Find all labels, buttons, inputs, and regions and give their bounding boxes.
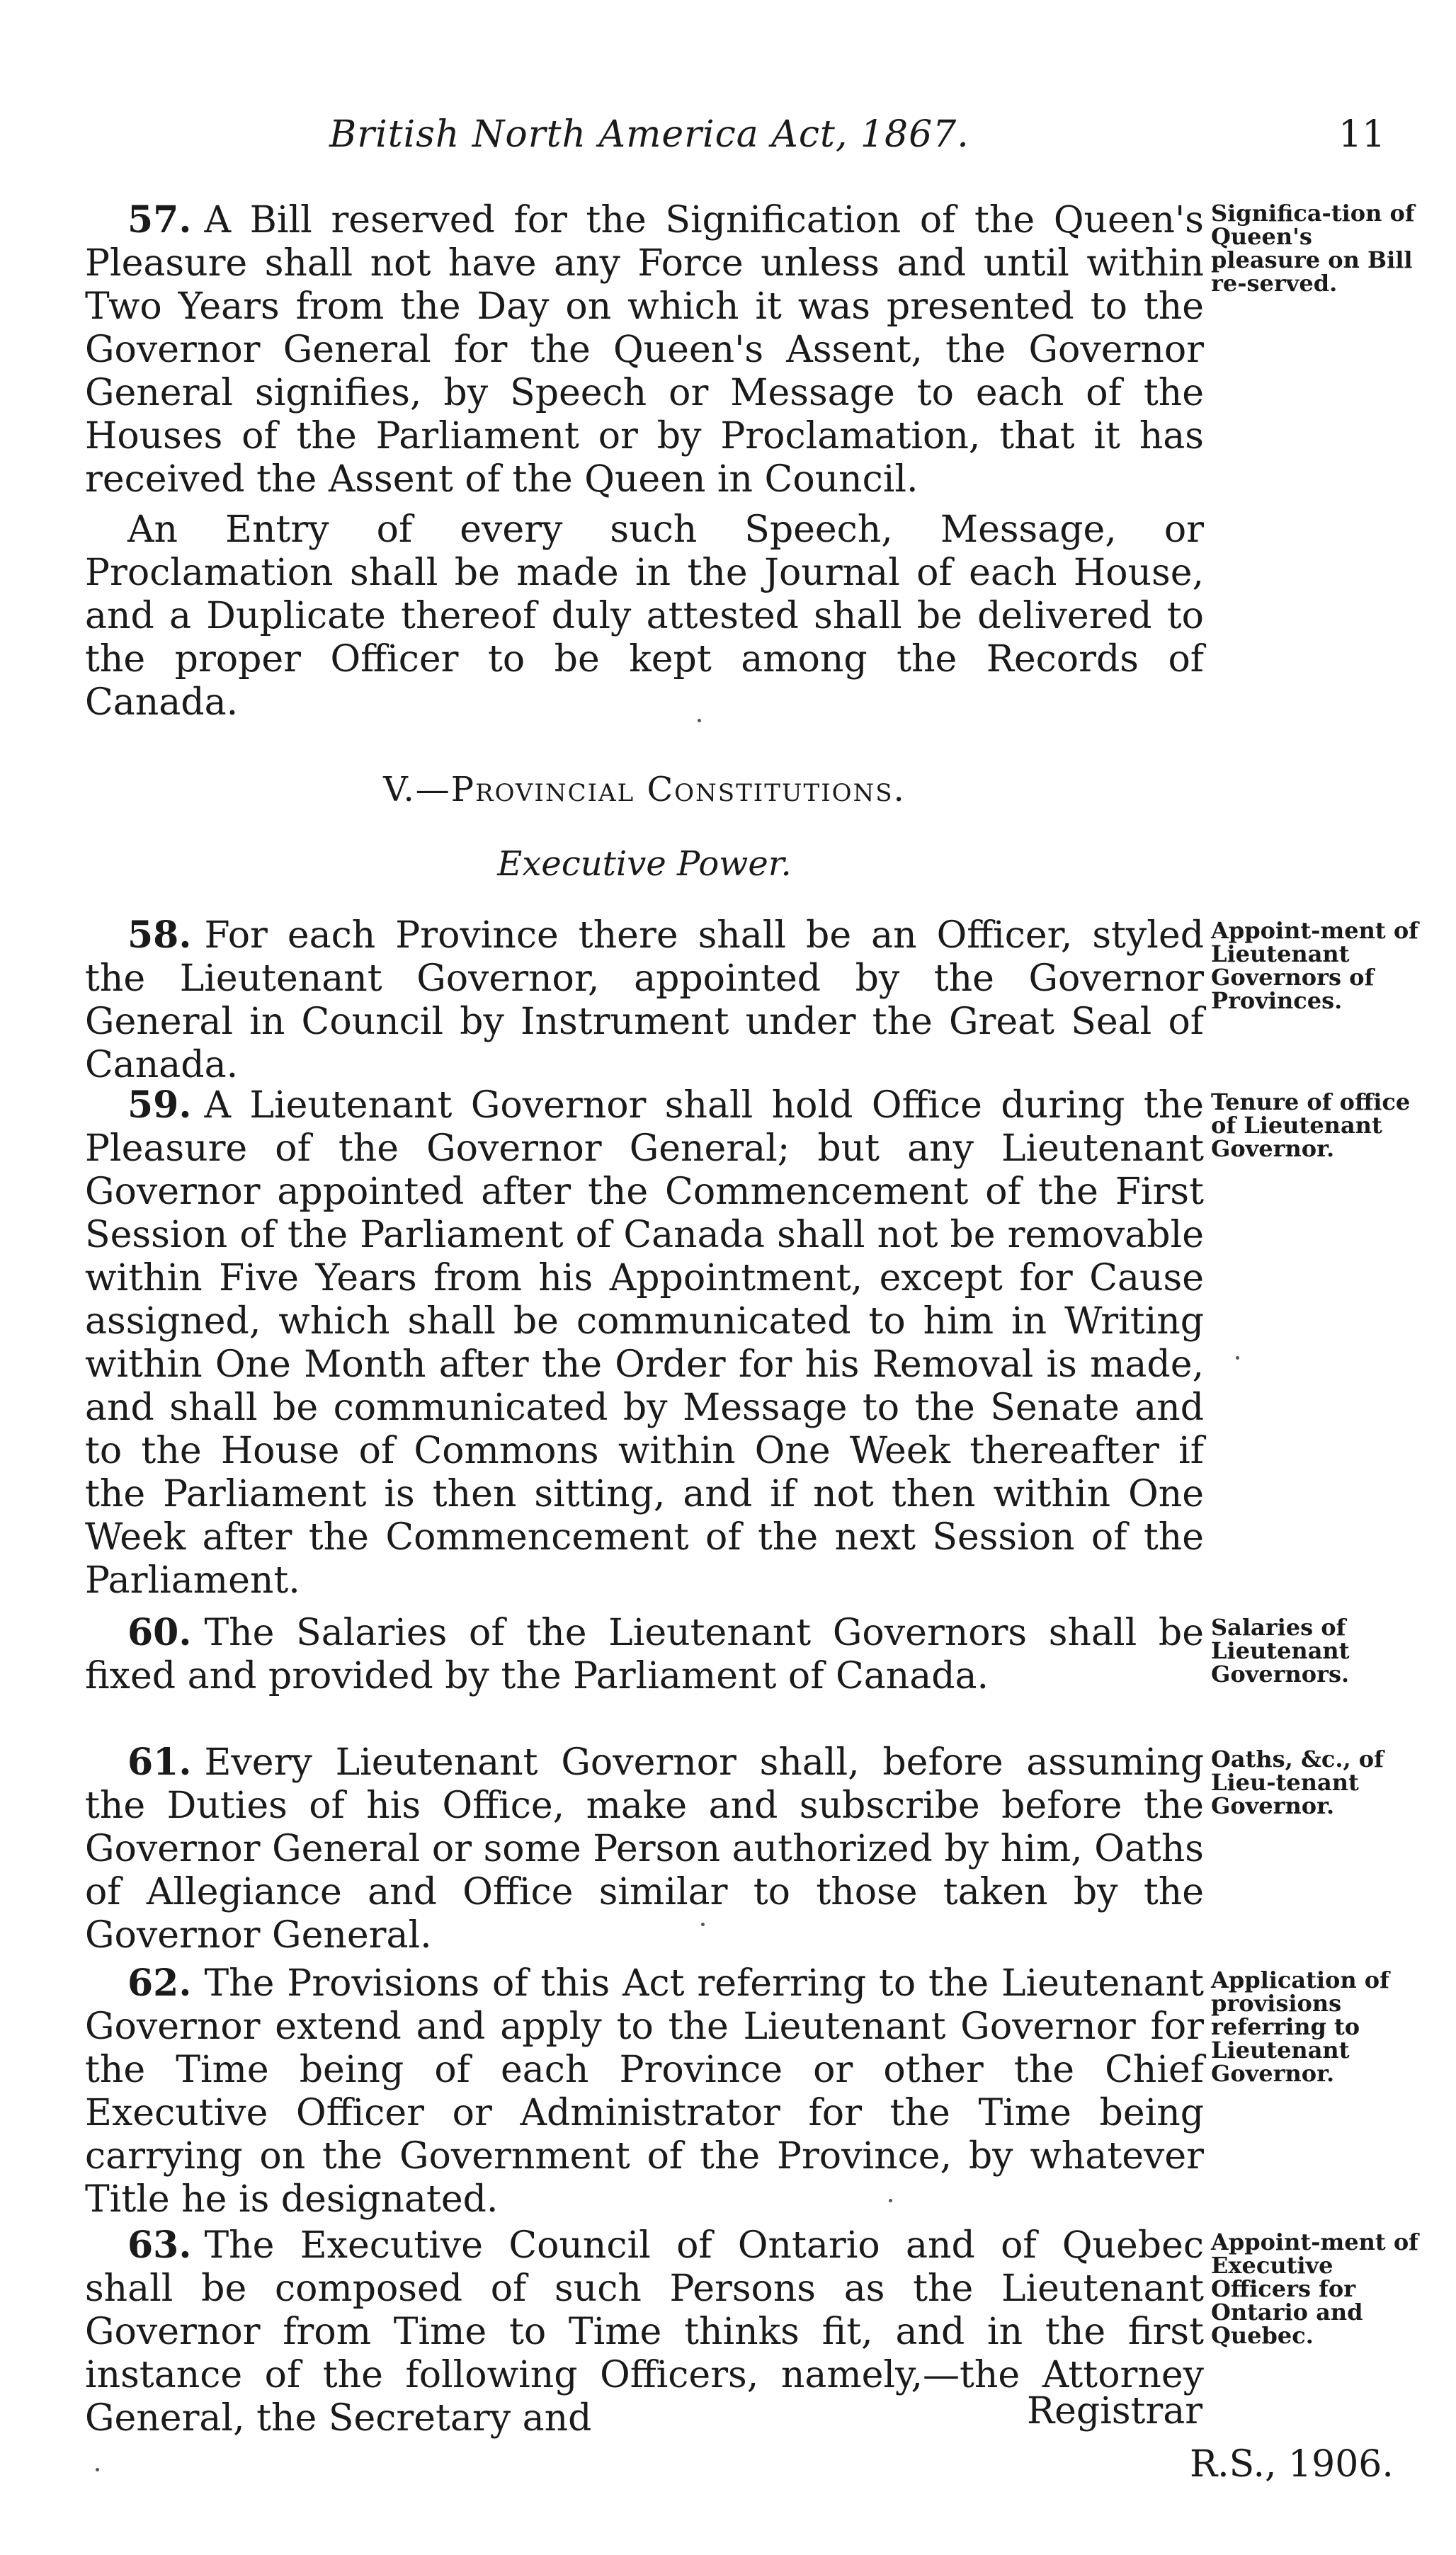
page-number: 11 — [1338, 113, 1386, 156]
section-62 — [85, 1962, 1204, 2221]
marginal-note-59: Tenure of office of Lieutenant Governor. — [1211, 1088, 1411, 1162]
section-57-paragraph-2 — [85, 508, 1204, 724]
scan-speck — [701, 1923, 705, 1926]
scan-speck — [96, 2468, 99, 2471]
section-text: The Provisions of this Act referring to the Lieutenant Governor extend and apply to the Lieutenant Governor for the Time being of each Province or other the Chief Executive Officer or Administrator for the Time being carrying on the Government of the Province, by whatever Title he is designated. — [85, 1962, 1204, 2221]
section-text: A Bill reserved for the Signification of the Queen's Pleasure shall not have any Force unless and until within Two Years from the Day on which it was presented to the Governor General for the Queen's Assent, the Governor General signifies, by Speech or Message to each of the Houses of the Parliament or by Proclamation, that it has received the Assent of the Queen in Council. — [85, 199, 1204, 501]
section-58 — [85, 914, 1204, 1087]
section-text: A Lieutenant Governor shall hold Office during the Pleasure of the Governor General; but any Lieutenant Governor appointed after the Commencement of the First Session of the Parliament of Canada shall not be removable within Five Years from his Appointment, except for Cause assigned, which shall be communicated to him in Writing within One Month after the Order for his Removal is made, and shall be communicated by Message to the Senate and to the House of Commons within One Week thereafter if the Parliament is then sitting, and if not then within One Week after the Commencement of the next Session of the Parliament. — [85, 1084, 1204, 1602]
section-60 — [85, 1611, 1204, 1698]
running-header — [85, 113, 1386, 170]
marginal-note-58: Appoint-ment of Lieutenant Governors of Provinces. — [1211, 917, 1418, 1014]
marginal-note-60: Salaries of Lieutenant Governors. — [1211, 1614, 1350, 1688]
section-59 — [85, 1083, 1204, 1603]
printer-signature: R.S., 1906. — [1190, 2443, 1394, 2486]
section-number: 63. — [127, 2224, 192, 2267]
section-61 — [85, 1741, 1204, 1957]
scan-speck — [698, 719, 701, 722]
section-text: The Executive Council of Ontario and of Quebec shall be composed of such Persons as the Lieutenant Governor from Time to Time thinks fit, and in the first instance of the following Officers, namely,—the Attorney General, the Secretary and — [85, 2224, 1204, 2440]
section-number: 62. — [127, 1962, 192, 2005]
subheading: Executive Power. — [497, 844, 792, 884]
running-title: British North America Act, 1867. — [329, 113, 969, 156]
part-heading: V.—Provincial Constitutions. — [383, 770, 906, 809]
scan-speck — [889, 2199, 892, 2202]
scan-speck — [1236, 1356, 1239, 1360]
marginal-note-57: Significa-tion of Queen's pleasure on Bill re-served. — [1211, 200, 1415, 297]
marginal-note-62: Application of provisions referring to Lieutenant Governor. — [1211, 1967, 1389, 2087]
catchword: Registrar — [1027, 2390, 1203, 2432]
section-number: 59. — [127, 1083, 192, 1127]
section-number: 57. — [127, 198, 192, 241]
marginal-note-63: Appoint-ment of Executive Officers for Ontario and Quebec. — [1211, 2229, 1418, 2349]
section-57 — [85, 198, 1204, 501]
section-text: Every Lieutenant Governor shall, before assuming the Duties of his Office, make and subscribe before the Governor General or some Person authorized by him, Oaths of Allegiance and Office similar to those taken by the Governor General. — [85, 1741, 1204, 1957]
marginal-note-61: Oaths, &c., of Lieu-tenant Governor. — [1211, 1746, 1384, 1819]
section-text: An Entry of every such Speech, Message, or Proclamation shall be made in the Journal of each House, and a Duplicate thereof duly attested shall be delivered to the proper Officer to be kept among the Records of Canada. — [85, 508, 1204, 724]
section-text: For each Province there shall be an Officer, styled the Lieutenant Governor, appointed by the Governor General in Council by Instrument under the Great Seal of Canada. — [85, 914, 1204, 1086]
section-number: 58. — [127, 914, 192, 957]
section-number: 61. — [127, 1741, 192, 1784]
section-number: 60. — [127, 1611, 192, 1654]
section-text: The Salaries of the Lieutenant Governors shall be fixed and provided by the Parliament of Canada. — [85, 1612, 1204, 1697]
